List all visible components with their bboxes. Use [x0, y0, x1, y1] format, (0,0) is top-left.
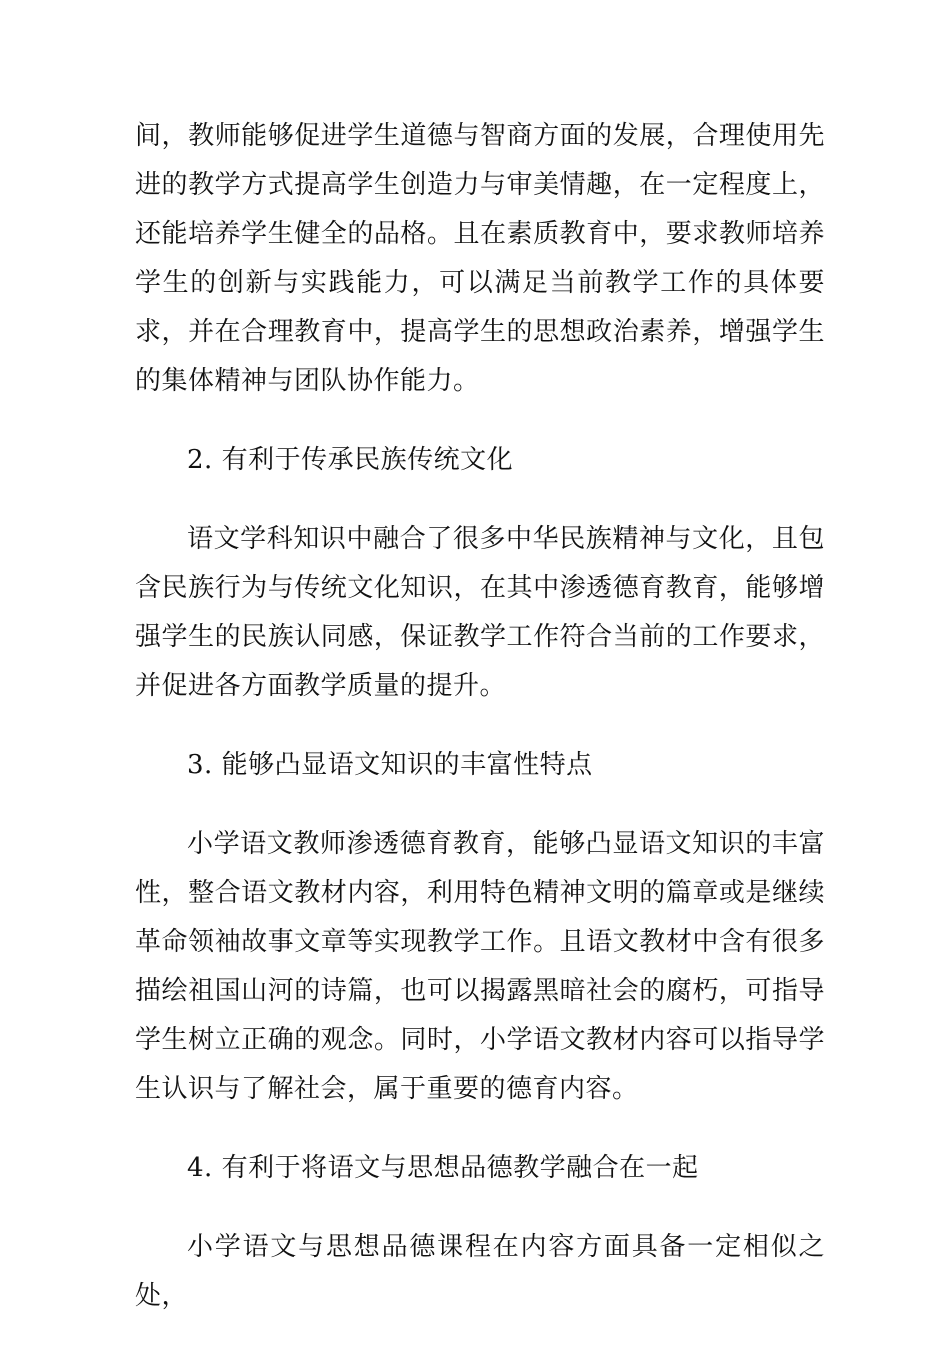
body-paragraph-3: 小学语文教师渗透德育教育，能够凸显语文知识的丰富性，整合语文教材内容，利用特色精神文明的篇章或是继续革命领袖故事文章等实现教学工作。且语文教材中含有很多描绘祖国山河的诗篇，也可以揭露黑暗社会的腐朽，可指导学生树立正确的观念。同时，小学语文教材内容可以指导学生认识与了解社会，属于重要的德育内容。 — [135, 829, 825, 1104]
body-paragraph-1: 间，教师能够促进学生道德与智商方面的发展，合理使用先进的教学方式提高学生创造力与审美情趣，在一定程度上，还能培养学生健全的品格。且在素质教育中，要求教师培养学生的创新与实践能力，可以满足当前教学工作的具体要求，并在合理教育中，提高学生的思想政治素养，增强学生的集体精神与团队协作能力。 — [135, 121, 825, 396]
body-paragraph-2: 语文学科知识中融合了很多中华民族精神与文化，且包含民族行为与传统文化知识，在其中渗透德育教育，能够增强学生的民族认同感，保证教学工作符合当前的工作要求，并促进各方面教学质量的提升。 — [135, 524, 825, 701]
section-heading-2: 2. 有利于传承民族传统文化 — [187, 445, 514, 475]
section-heading-4: 4. 有利于将语文与思想品德教学融合在一起 — [187, 1153, 699, 1183]
body-paragraph-4: 小学语文与思想品德课程在内容方面具备一定相似之处， — [135, 1232, 825, 1311]
section-heading-3: 3. 能够凸显语文知识的丰富性特点 — [187, 750, 593, 780]
document-body — [135, 112, 825, 1351]
